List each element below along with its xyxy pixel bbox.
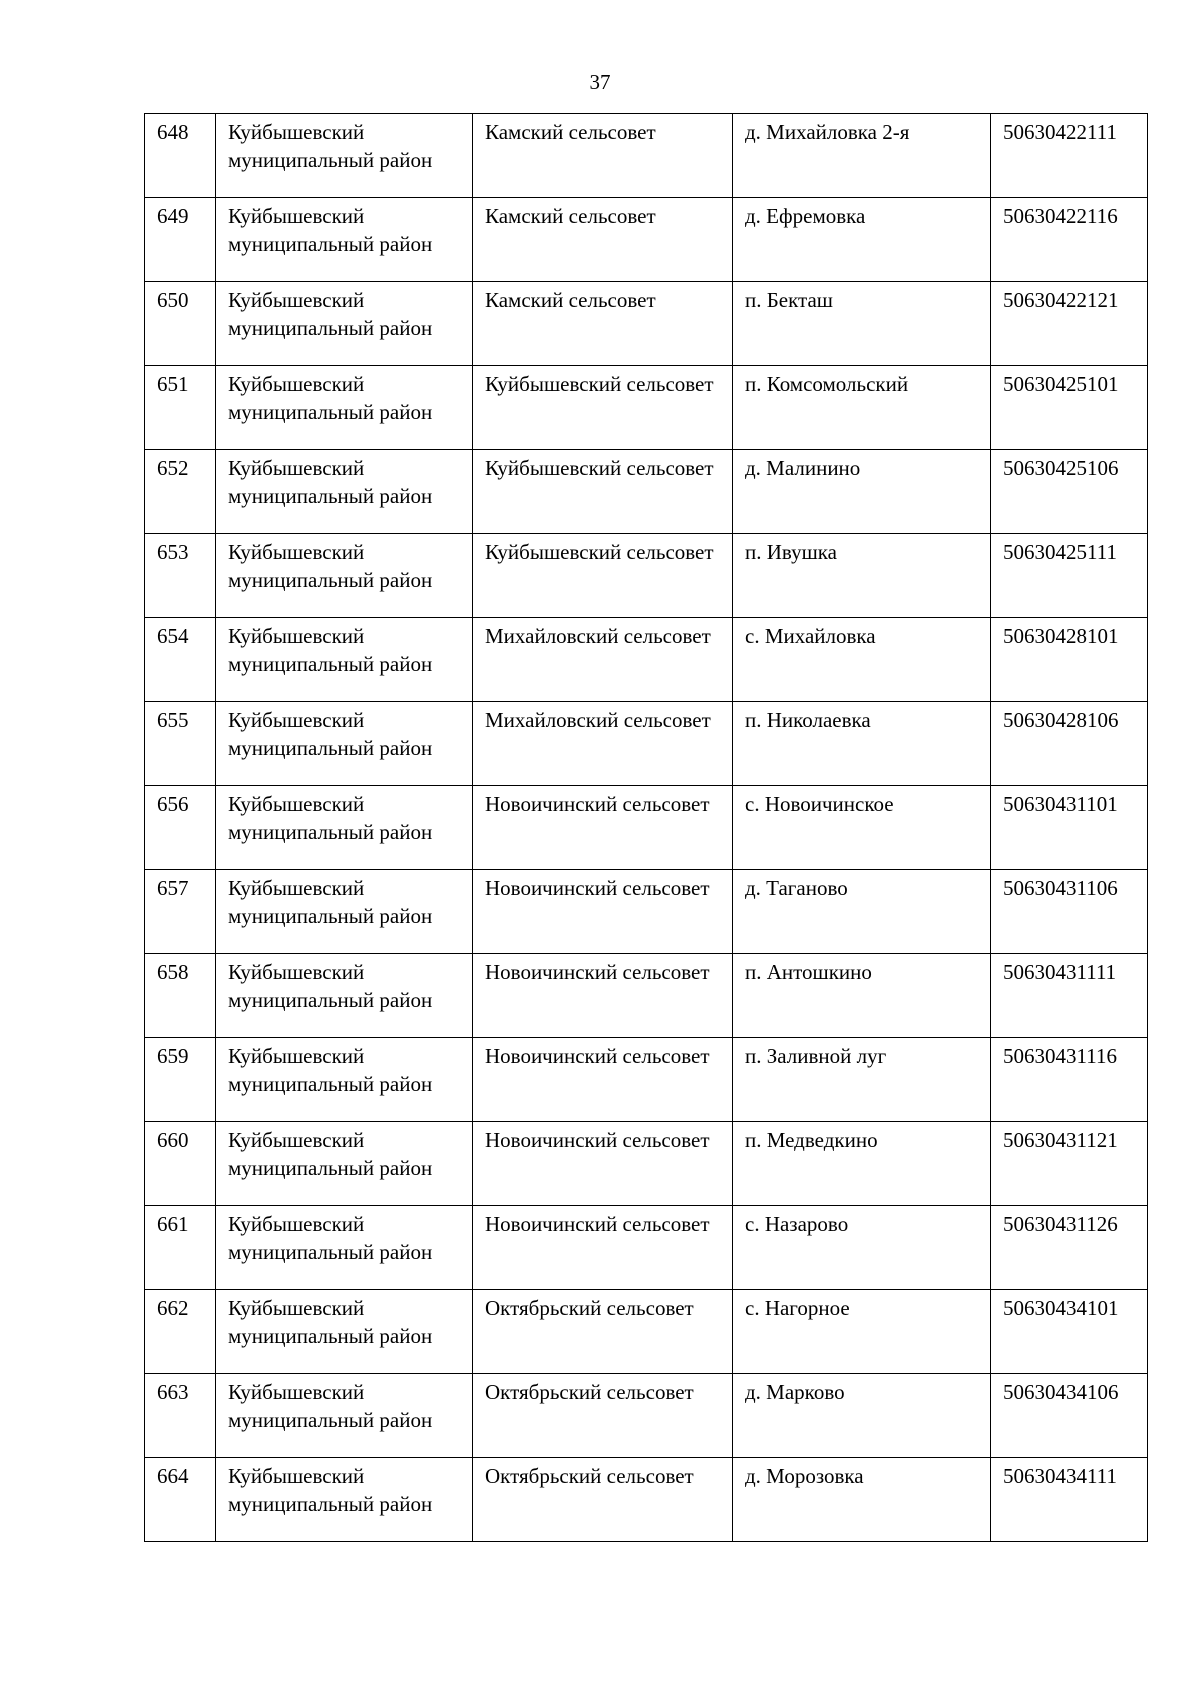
- table-row: [145, 1206, 1148, 1290]
- table-row: [145, 954, 1148, 1038]
- oktmo-code-cell: 50630422121: [991, 282, 1148, 366]
- row-number-cell: 650: [145, 282, 216, 366]
- settlement-cell: д. Таганово: [733, 870, 991, 954]
- settlement-cell: п. Николаевка: [733, 702, 991, 786]
- district-cell: Куйбышевский муниципальный район: [216, 870, 473, 954]
- row-number-cell: 663: [145, 1374, 216, 1458]
- oktmo-code-cell: 50630425106: [991, 450, 1148, 534]
- district-cell: Куйбышевский муниципальный район: [216, 198, 473, 282]
- oktmo-code-cell: 50630422116: [991, 198, 1148, 282]
- district-cell: Куйбышевский муниципальный район: [216, 1122, 473, 1206]
- oktmo-code-cell: 50630431101: [991, 786, 1148, 870]
- row-number-cell: 658: [145, 954, 216, 1038]
- row-number-cell: 651: [145, 366, 216, 450]
- district-cell: Куйбышевский муниципальный район: [216, 1290, 473, 1374]
- settlement-cell: п. Бекташ: [733, 282, 991, 366]
- council-cell: Камский сельсовет: [473, 282, 733, 366]
- council-cell: Октябрьский сельсовет: [473, 1290, 733, 1374]
- oktmo-code-cell: 50630431116: [991, 1038, 1148, 1122]
- council-cell: Октябрьский сельсовет: [473, 1458, 733, 1542]
- district-cell: Куйбышевский муниципальный район: [216, 114, 473, 198]
- district-cell: Куйбышевский муниципальный район: [216, 702, 473, 786]
- settlement-cell: с. Назарово: [733, 1206, 991, 1290]
- table-row: [145, 786, 1148, 870]
- district-cell: Куйбышевский муниципальный район: [216, 534, 473, 618]
- district-cell: Куйбышевский муниципальный район: [216, 450, 473, 534]
- council-cell: Камский сельсовет: [473, 114, 733, 198]
- table-row: [145, 618, 1148, 702]
- district-cell: Куйбышевский муниципальный район: [216, 1374, 473, 1458]
- oktmo-code-cell: 50630431106: [991, 870, 1148, 954]
- row-number-cell: 652: [145, 450, 216, 534]
- oktmo-code-cell: 50630425101: [991, 366, 1148, 450]
- row-number-cell: 656: [145, 786, 216, 870]
- row-number-cell: 657: [145, 870, 216, 954]
- council-cell: Михайловский сельсовет: [473, 618, 733, 702]
- district-cell: Куйбышевский муниципальный район: [216, 786, 473, 870]
- row-number-cell: 655: [145, 702, 216, 786]
- table-row: [145, 366, 1148, 450]
- table-row: [145, 702, 1148, 786]
- settlement-cell: д. Морозовка: [733, 1458, 991, 1542]
- settlement-cell: п. Заливной луг: [733, 1038, 991, 1122]
- table-row: [145, 1458, 1148, 1542]
- table-body: [145, 114, 1148, 1542]
- settlement-cell: д. Михайловка 2-я: [733, 114, 991, 198]
- table-row: [145, 870, 1148, 954]
- district-cell: Куйбышевский муниципальный район: [216, 618, 473, 702]
- council-cell: Камский сельсовет: [473, 198, 733, 282]
- district-cell: Куйбышевский муниципальный район: [216, 1458, 473, 1542]
- row-number-cell: 664: [145, 1458, 216, 1542]
- table-row: [145, 198, 1148, 282]
- council-cell: Михайловский сельсовет: [473, 702, 733, 786]
- district-cell: Куйбышевский муниципальный район: [216, 282, 473, 366]
- oktmo-code-cell: 50630431126: [991, 1206, 1148, 1290]
- district-cell: Куйбышевский муниципальный район: [216, 1206, 473, 1290]
- oktmo-code-cell: 50630431111: [991, 954, 1148, 1038]
- oktmo-code-cell: 50630428101: [991, 618, 1148, 702]
- settlement-cell: п. Антошкино: [733, 954, 991, 1038]
- settlements-table: [144, 113, 1148, 1542]
- row-number-cell: 648: [145, 114, 216, 198]
- table-row: [145, 1122, 1148, 1206]
- oktmo-code-cell: 50630422111: [991, 114, 1148, 198]
- oktmo-code-cell: 50630428106: [991, 702, 1148, 786]
- table-row: [145, 1038, 1148, 1122]
- table-row: [145, 282, 1148, 366]
- settlement-cell: с. Нагорное: [733, 1290, 991, 1374]
- settlement-cell: д. Малинино: [733, 450, 991, 534]
- table-row: [145, 1290, 1148, 1374]
- table-row: [145, 450, 1148, 534]
- council-cell: Куйбышевский сельсовет: [473, 534, 733, 618]
- settlement-cell: п. Комсомольский: [733, 366, 991, 450]
- page-number: 37: [589, 70, 611, 94]
- oktmo-code-cell: 50630431121: [991, 1122, 1148, 1206]
- settlement-cell: д. Марково: [733, 1374, 991, 1458]
- oktmo-code-cell: 50630434106: [991, 1374, 1148, 1458]
- settlement-cell: с. Михайловка: [733, 618, 991, 702]
- council-cell: Новоичинский сельсовет: [473, 870, 733, 954]
- table-row: [145, 1374, 1148, 1458]
- row-number-cell: 660: [145, 1122, 216, 1206]
- row-number-cell: 654: [145, 618, 216, 702]
- council-cell: Новоичинский сельсовет: [473, 1206, 733, 1290]
- table-row: [145, 114, 1148, 198]
- district-cell: Куйбышевский муниципальный район: [216, 366, 473, 450]
- oktmo-code-cell: 50630425111: [991, 534, 1148, 618]
- row-number-cell: 653: [145, 534, 216, 618]
- council-cell: Новоичинский сельсовет: [473, 1122, 733, 1206]
- council-cell: Новоичинский сельсовет: [473, 1038, 733, 1122]
- row-number-cell: 661: [145, 1206, 216, 1290]
- settlement-cell: п. Ивушка: [733, 534, 991, 618]
- council-cell: Куйбышевский сельсовет: [473, 366, 733, 450]
- oktmo-code-cell: 50630434101: [991, 1290, 1148, 1374]
- district-cell: Куйбышевский муниципальный район: [216, 954, 473, 1038]
- district-cell: Куйбышевский муниципальный район: [216, 1038, 473, 1122]
- oktmo-code-cell: 50630434111: [991, 1458, 1148, 1542]
- settlement-cell: п. Медведкино: [733, 1122, 991, 1206]
- row-number-cell: 659: [145, 1038, 216, 1122]
- council-cell: Куйбышевский сельсовет: [473, 450, 733, 534]
- table-row: [145, 534, 1148, 618]
- row-number-cell: 662: [145, 1290, 216, 1374]
- council-cell: Октябрьский сельсовет: [473, 1374, 733, 1458]
- settlement-cell: с. Новоичинское: [733, 786, 991, 870]
- row-number-cell: 649: [145, 198, 216, 282]
- council-cell: Новоичинский сельсовет: [473, 786, 733, 870]
- council-cell: Новоичинский сельсовет: [473, 954, 733, 1038]
- settlement-cell: д. Ефремовка: [733, 198, 991, 282]
